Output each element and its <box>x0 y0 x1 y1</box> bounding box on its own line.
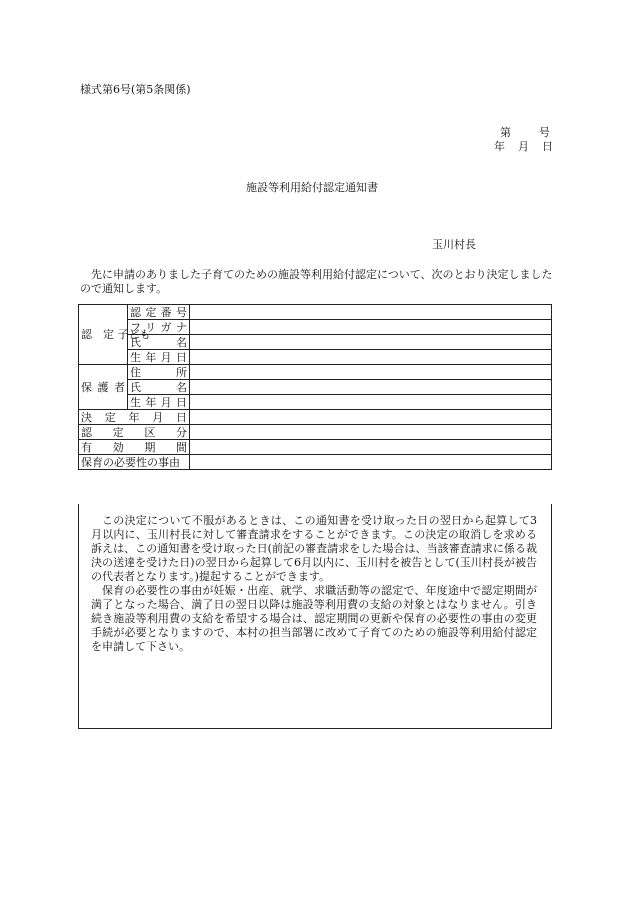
field-label-decision-date: 決定年月日 <box>79 410 190 425</box>
field-value-guardian-name[interactable] <box>190 380 552 395</box>
document-title: 施設等利用給付認定通知書 <box>246 181 378 194</box>
table-row <box>79 365 552 380</box>
field-value-child-birthdate[interactable] <box>190 350 552 365</box>
field-label-cert-category: 認定区分 <box>79 425 190 440</box>
table-row <box>79 440 552 455</box>
field-label-guardian-name: 氏 名 <box>128 380 190 395</box>
table-row <box>79 455 552 470</box>
field-label-child-birthdate: 生年月日 <box>128 350 190 365</box>
notice-appeal-paragraph: この決定について不服があるときは、この通知書を受け取った日の翌日から起算して3月以内に、玉川村長に対して審査請求をすることができます。この決定の取消しを求める訴えは、この通知書を受け取った日(前記の審査請求をした場合は、当該審査請求に係る裁決の送達を受けた日)の翌日から起算して6月以内に、玉川村を被告として(玉川村長が被告の代表者となります。)提起することができます。 <box>91 514 537 583</box>
field-value-child-furigana[interactable] <box>190 320 552 335</box>
table-row <box>79 395 552 410</box>
table-row <box>79 380 552 395</box>
document-number: 第 号 <box>500 126 552 139</box>
field-value-decision-date[interactable] <box>190 410 552 425</box>
table-row <box>79 425 552 440</box>
guardian-group-label: 保護者 <box>79 365 128 410</box>
issuer-name: 玉川村長 <box>432 238 476 251</box>
notice-box <box>78 504 552 729</box>
field-value-child-name[interactable] <box>190 335 552 350</box>
form-number: 様式第6号(第5条関係) <box>80 83 191 96</box>
field-value-cert-category[interactable] <box>190 425 552 440</box>
table-row <box>79 320 552 335</box>
document-date: 年 月 日 <box>494 140 554 153</box>
field-label-guardian-address: 住 所 <box>128 365 190 380</box>
table-row <box>79 350 552 365</box>
field-value-cert-number[interactable] <box>190 305 552 320</box>
field-value-childcare-need[interactable] <box>190 455 552 470</box>
child-group-label: 認 定 子ども <box>79 305 128 365</box>
field-label-childcare-need: 保育の必要性の事由 <box>79 455 190 470</box>
table-row <box>79 305 552 320</box>
field-label-child-name: 氏 名 <box>128 335 190 350</box>
certification-table <box>78 304 552 470</box>
field-value-guardian-birthdate[interactable] <box>190 395 552 410</box>
field-label-guardian-birthdate: 生年月日 <box>128 395 190 410</box>
intro-paragraph: 先に申請のありました子育てのための施設等利用給付認定について、次のとおり決定しましたので通知します。 <box>80 268 553 295</box>
notice-renewal-paragraph: 保育の必要性の事由が妊娠・出産、就学、求職活動等の認定で、年度途中で認定期間が満了となった場合、満了日の翌日以降は施設等利用費の支給の対象とはなりません。引き続き施設等利用費の支給を希望する場合は、認定期間の更新や保育の必要性の事由の変更手続が必要となりますので、本村の担当部署に改めて子育てのための施設等利用給付認定を申請して下さい。 <box>91 584 537 653</box>
table-row <box>79 410 552 425</box>
table-row <box>79 335 552 350</box>
field-value-valid-period[interactable] <box>190 440 552 455</box>
field-label-valid-period: 有効期間 <box>79 440 190 455</box>
field-value-guardian-address[interactable] <box>190 365 552 380</box>
field-label-child-furigana: フリガナ <box>128 320 190 335</box>
field-label-cert-number: 認定番号 <box>128 305 190 320</box>
